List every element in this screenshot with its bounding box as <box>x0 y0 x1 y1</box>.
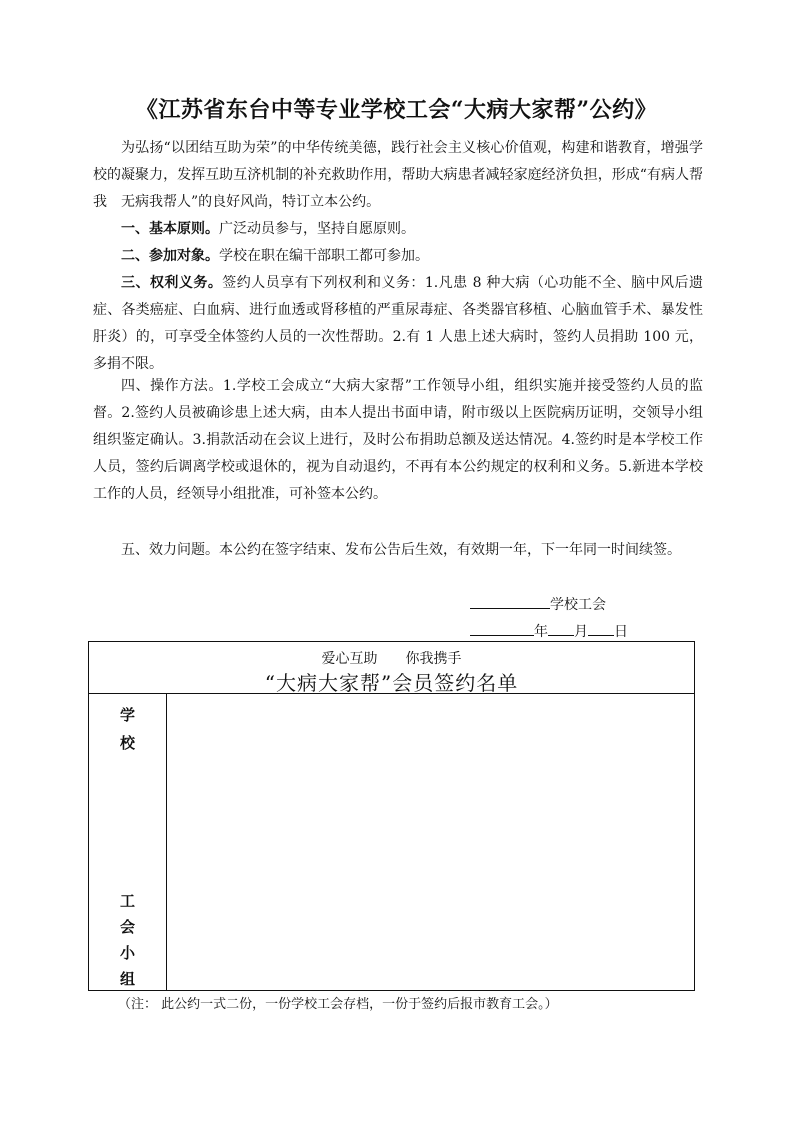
section-lead: 三、权利义务。 <box>121 275 223 291</box>
signature-org: 学校工会 <box>550 597 606 613</box>
org-blank[interactable] <box>470 594 550 609</box>
section-text: 学校在职在编干部职工都可参加。 <box>219 248 429 264</box>
day-label: 日 <box>614 624 628 640</box>
section-text: 本公约在签字结束、发布公告后生效，有效期一年，下一年同一时间续签。 <box>219 542 681 558</box>
label-column <box>89 694 167 990</box>
page-title: 《江苏省东台中等专业学校工会“大病大家帮”公约》 <box>135 97 658 123</box>
section-lead: 四、操作方法。 <box>121 378 223 394</box>
section-rights <box>93 270 703 378</box>
label-char: 组 <box>119 970 135 988</box>
section-eligibility <box>93 243 703 270</box>
intro-paragraph: 为弘扬“以团结互助为荣”的中华传统美德，践行社会主义核心价值观，构建和谐教育，增强学校的凝聚力，发挥互助互济机制的补充救助作用，帮助大病患者减轻家庭经济负担，形成“有病人帮我 无病我帮人”的良好风尚，特订立本公约。 <box>93 140 703 210</box>
footnote: （注： 此公约一式二份，一份学校工会存档，一份于签约后报市教育工会。） <box>118 997 558 1012</box>
label-char: 学 <box>119 706 135 724</box>
label-char: 小 <box>119 944 135 962</box>
section-validity <box>93 537 703 564</box>
signature-org-line <box>470 594 606 614</box>
day-blank[interactable] <box>588 621 614 636</box>
section-text: 签约人员享有下列权利和义务：1.凡患 8 种大病（心功能不全、脑中风后遗症、各类癌症、白血病、进行血透或肾移植的严重尿毒症、各类器官移植、心脑血管手术、暴发性肝炎）的，可享受全体签约人员的一次性帮助。2.有 1 人患上述大病时，签约人员捐助 100 元，多捐不限。 <box>93 275 703 372</box>
section-text: 1.学校工会成立“大病大家帮”工作领导小组，组织实施并接受签约人员的监督。2.签约人员被确诊患上述大病，由本人提出书面申请，附市级以上医院病历证明，交领导小组组织鉴定确认。3.捐款活动在会议上进行，及时公布捐助总额及送达情况。4.签约时是本学校工作人员，签约后调离学校或退休的，视为自动退约，不再有本公约规定的权利和义务。5.新进本学校工作的人员，经领导小组批准，可补签本公约。 <box>93 378 704 502</box>
section-lead: 一、基本原则。 <box>121 221 219 237</box>
section-operation <box>93 373 703 508</box>
month-label: 月 <box>574 624 588 640</box>
section-text: 广泛动员参与，坚持自愿原则。 <box>219 221 415 237</box>
section-lead: 五、效力问题。 <box>121 542 219 558</box>
label-char: 工 <box>119 892 135 910</box>
signing-table <box>88 641 695 991</box>
table-header <box>89 642 694 694</box>
section-principle <box>93 216 703 243</box>
table-slogan: 爱心互助 你我携手 <box>321 651 462 667</box>
table-title: “大病大家帮”会员签约名单 <box>264 671 519 695</box>
section-lead: 二、参加对象。 <box>121 248 219 264</box>
month-blank[interactable] <box>548 621 574 636</box>
label-char: 校 <box>119 734 135 752</box>
label-char: 会 <box>119 918 135 936</box>
year-label: 年 <box>534 624 548 640</box>
year-blank[interactable] <box>470 621 534 636</box>
signature-date-line <box>470 621 628 641</box>
signature-area[interactable] <box>167 694 694 990</box>
